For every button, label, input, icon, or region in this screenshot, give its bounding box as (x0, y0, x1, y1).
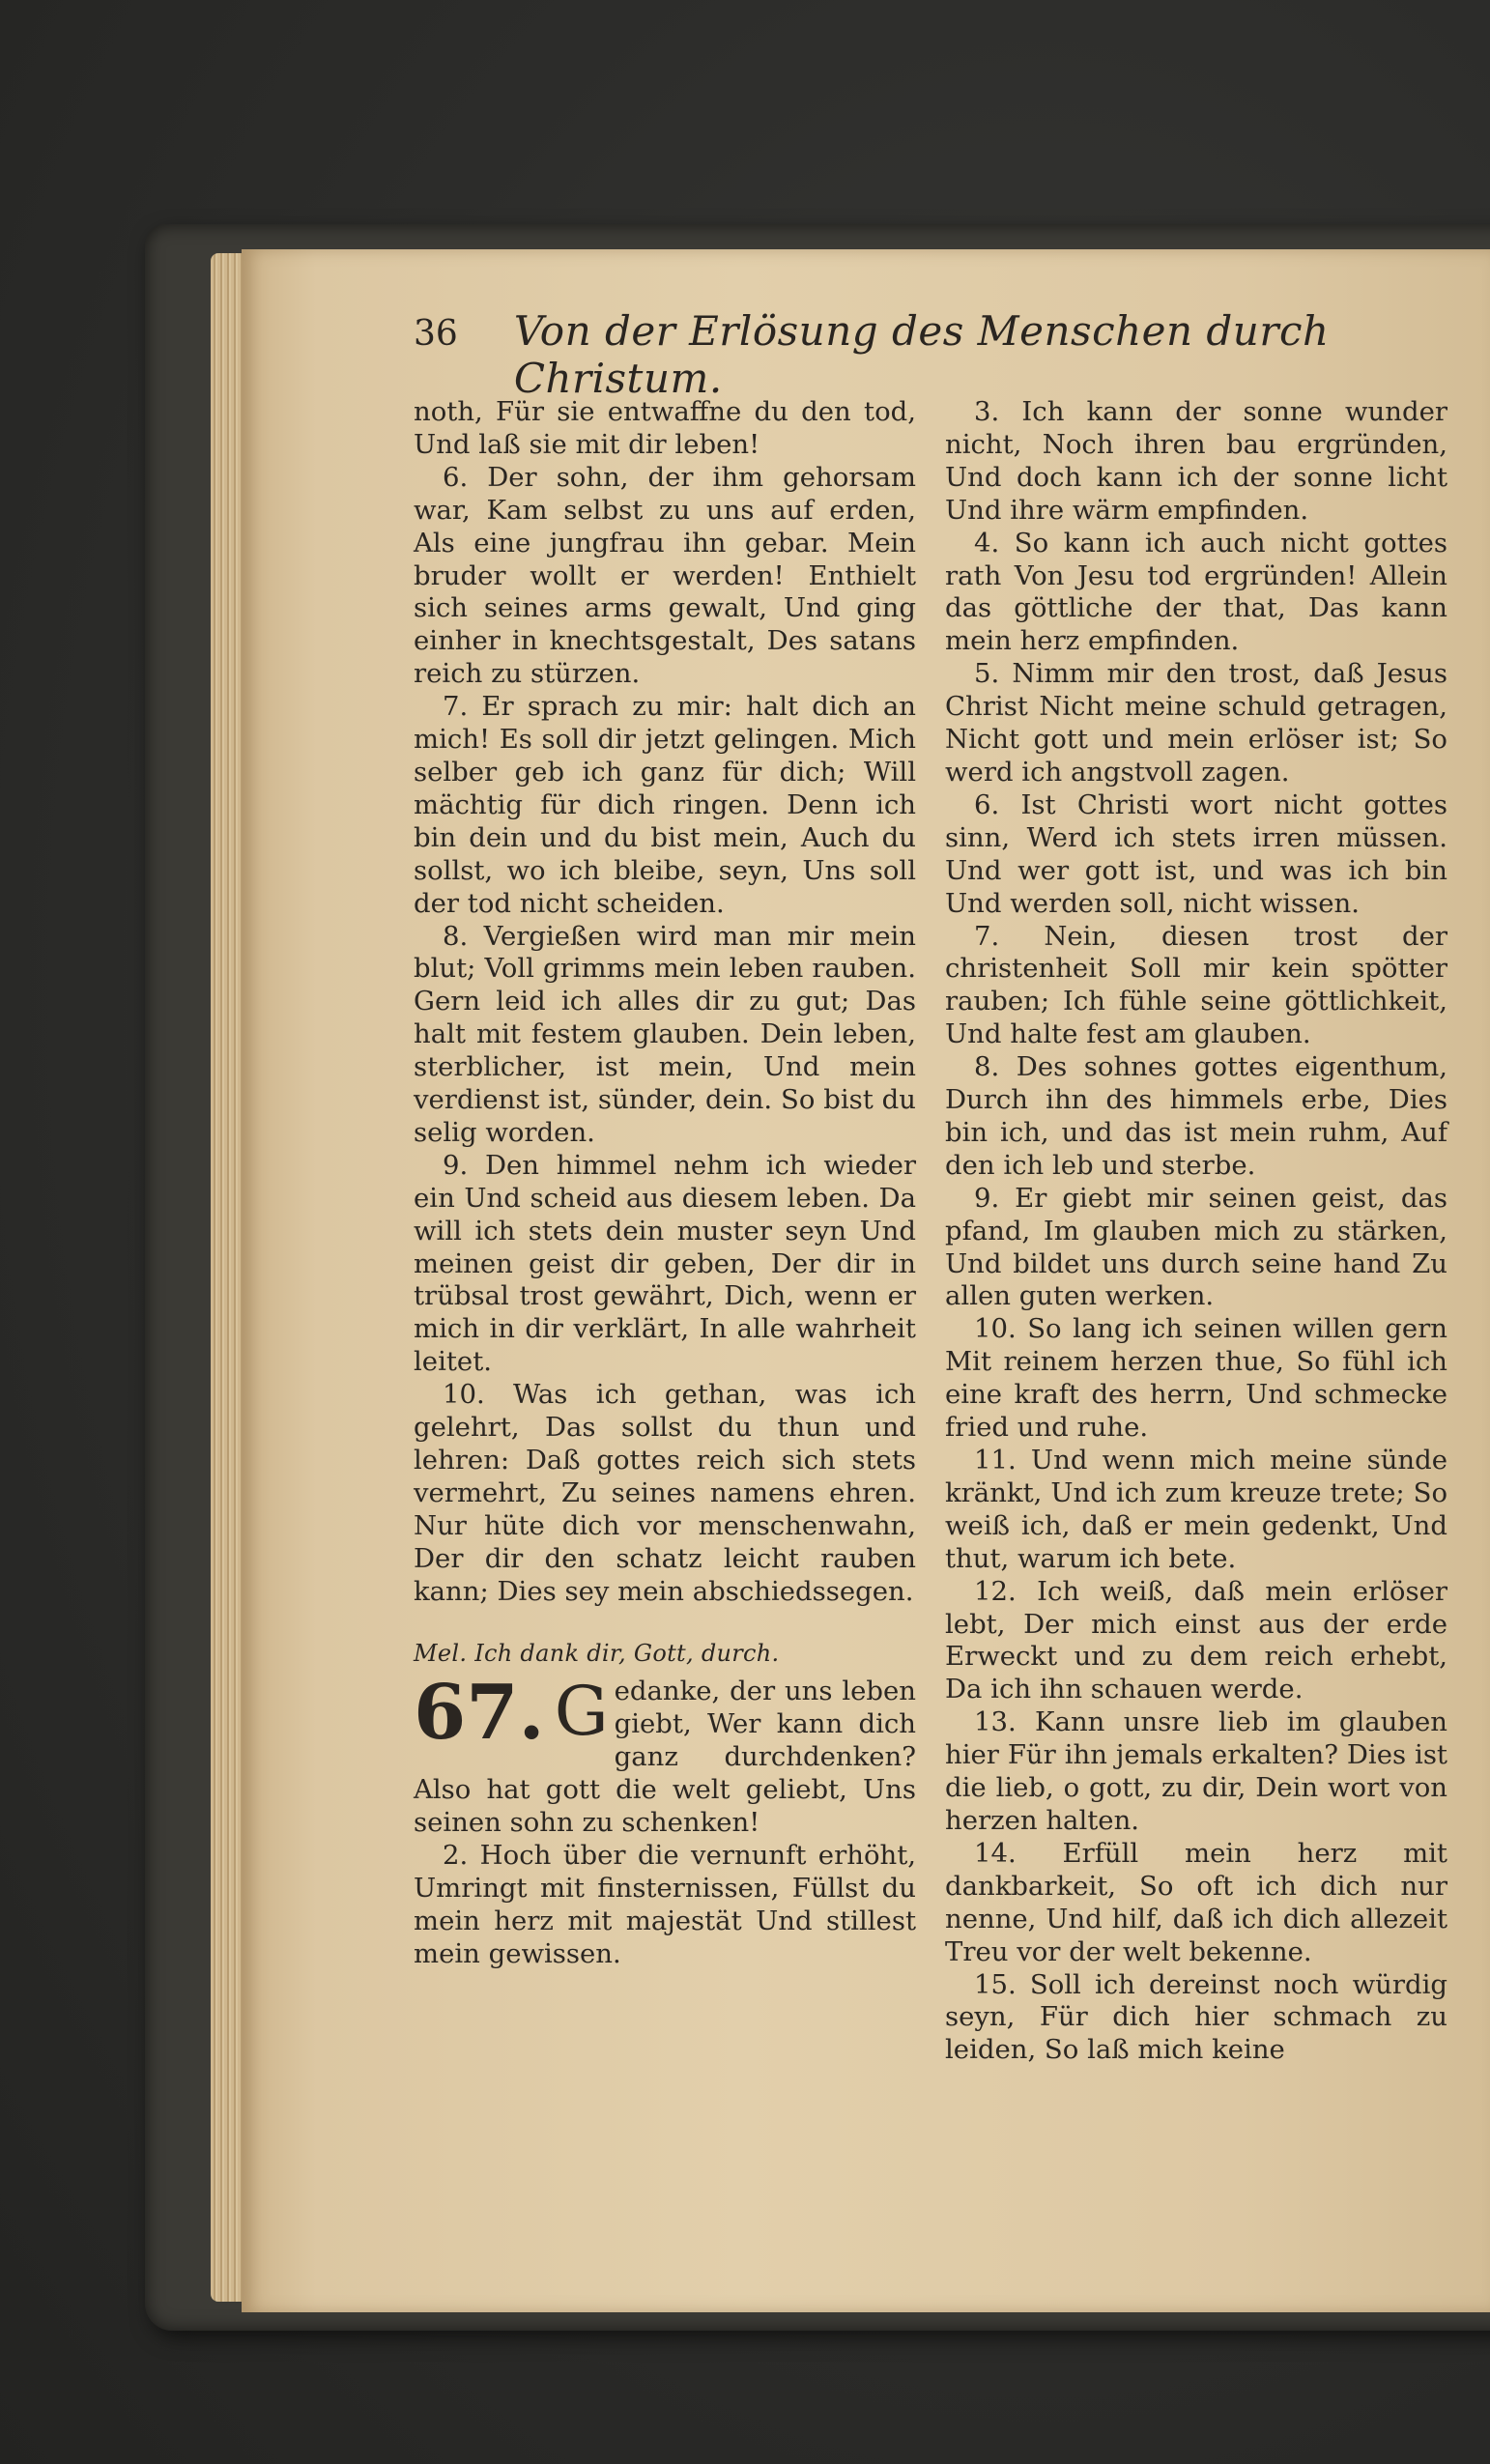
verse-paragraph: 5. Nimm mir den trost, daß Jesus Christ Nicht meine schuld getragen, Nicht gott und mein erlöser ist; So werd ich angstvoll zagen. (945, 658, 1447, 788)
verse-paragraph: 6. Der sohn, der ihm gehorsam war, Kam selbst zu uns auf erden, Als eine jungfrau ihn gebar. Mein bruder wollt er werden! Enthielt sich seines arms gewalt, Und ging einher in knechtsgestalt, Des satans reich zu stürzen. (414, 461, 916, 690)
verse-paragraph: 15. Soll ich dereinst noch würdig seyn, Für dich hier schmach zu leiden, So laß mich keine (945, 1968, 1447, 2066)
running-title: Von der Erlösung des Menschen durch Christum. (513, 307, 1330, 402)
melody-line: Mel. Ich dank dir, Gott, durch. (414, 1639, 780, 1667)
verse-paragraph: 10. So lang ich seinen willen gern Mit reinem herzen thue, So fühl ich eine kraft des herrn, Und schmecke fried und ruhe. (945, 1313, 1447, 1444)
drop-cap: G (554, 1672, 609, 1752)
verse-paragraph: 11. Und wenn mich meine sünde kränkt, Und ich zum kreuze trete; So weiß ich, daß er mein gedenkt, Und thut, warum ich bete. (945, 1445, 1447, 1574)
verse-paragraph: 4. So kann ich auch nicht gottes rath Von Jesu tod ergründen! Allein das göttliche der that, Das kann mein herz empfinden. (945, 527, 1447, 657)
verse-paragraph: noth, Für sie entwaffne du den tod, Und laß sie mit dir leben! (414, 396, 916, 460)
running-header (414, 307, 1486, 402)
left-verses-after (414, 1840, 916, 1971)
verse-paragraph: 7. Nein, diesen trost der christenheit Soll mir kein spötter rauben; Ich fühle seine göttlichkeit, Und halte fest am glauben. (945, 920, 1447, 1050)
verse-paragraph: 14. Erfüll mein herz mit dankbarkeit, So oft ich dich nur nenne, Und hilf, daß ich dich allezeit Treu vor der welt bekenne. (945, 1837, 1447, 1967)
verse-paragraph: 10. Was ich gethan, was ich gelehrt, Das sollst du thun und lehren: Daß gottes reich sich stets vermehrt, Zu seines namens ehren. Nur hüte dich vor menschenwahn, Der dir den schatz leicht rauben kann; Dies sey mein abschiedssegen. (414, 1379, 916, 1607)
verse-paragraph: 7. Er sprach zu mir: halt dich an mich! Es soll dir jetzt gelingen. Mich selber geb ich ganz für dich; Will mächtig für dich ringen. Denn ich bin dein und du bist mein, Auch du sollst, wo ich bleibe, seyn, Uns soll der tod nicht scheiden. (414, 691, 916, 919)
verse-paragraph: 9. Er giebt mir seinen geist, das pfand, Im glauben mich zu stärken, Und bildet uns durch seine hand Zu allen guten werken. (945, 1182, 1447, 1312)
verse-paragraph: 13. Kann unsre lieb im glauben hier Für ihn jemals erkalten? Dies ist die lieb, o gott, zu dir, Dein wort von herzen halten. (945, 1706, 1447, 1836)
hymn-67-start (414, 1669, 916, 1840)
verse-paragraph: 2. Hoch über die vernunft erhöht, Umringt mit finsternissen, Füllst du mein herz mit majestät Und stillest mein gewissen. (414, 1839, 916, 1969)
verse-paragraph: 8. Vergießen wird man mir mein blut; Voll grimms mein leben rauben. Gern leid ich alles dir zu gut; Das halt mit festem glauben. Dein leben, sterblicher, ist mein, Und mein verdienst ist, sünder, dein. So bist du selig worden. (414, 920, 916, 1148)
verse-paragraph: 6. Ist Christi wort nicht gottes sinn, Werd ich stets irren müssen. Und wer gott ist, und was ich bin Und werden soll, nicht wissen. (945, 788, 1447, 919)
left-verses (414, 396, 916, 1609)
verse-paragraph: 8. Des sohnes gottes eigenthum, Durch ihn des himmels erbe, Dies bin ich, und das ist mein ruhm, Auf den ich leb und sterbe. (945, 1051, 1447, 1181)
left-column (414, 396, 916, 1971)
verse-paragraph: 12. Ich weiß, daß mein erlöser lebt, Der mich einst aus der erde Erweckt und zu dem reich erhebt, Da ich ihn schauen werde. (945, 1575, 1447, 1705)
hymn-number: 67. (414, 1669, 545, 1758)
verse-paragraph: 9. Den himmel nehm ich wieder ein Und scheid aus diesem leben. Da will ich stets dein muster seyn Und meinen geist dir geben, Der dir in trübsal trost gewährt, Dich, wenn er mich in dir verklärt, In alle wahrheit leitet. (414, 1149, 916, 1378)
verse-paragraph: 3. Ich kann der sonne wunder nicht, Noch ihren bau ergründen, Und doch kann ich der sonne licht Und ihre wärm empfinden. (945, 396, 1447, 526)
hymn-first-verse: edanke, der uns leben giebt, Wer kann dich ganz durchdenken? Also hat gott die welt geliebt, Uns seinen sohn zu schenken! (414, 1676, 916, 1839)
right-column (945, 396, 1447, 2067)
right-verses (945, 396, 1447, 2067)
page-number: 36 (414, 314, 458, 354)
